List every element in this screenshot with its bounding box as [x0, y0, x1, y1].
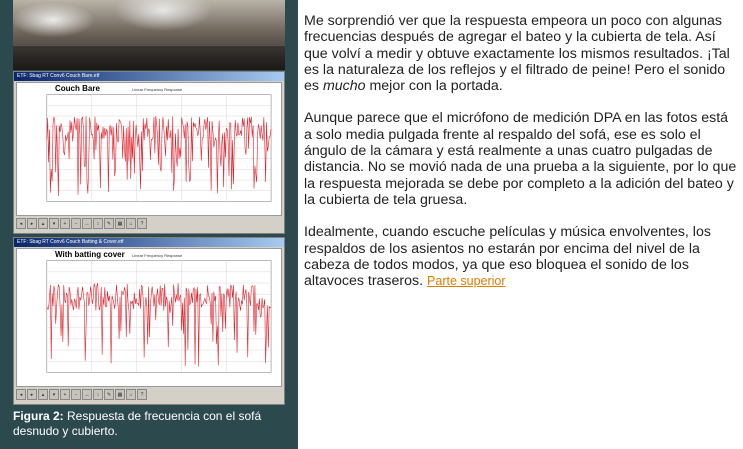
toolbar-button-icon[interactable]: ✎ [104, 218, 114, 229]
toolbar-button-icon[interactable]: ▦ [115, 218, 125, 229]
toolbar-button-icon[interactable]: ◂ [16, 218, 26, 229]
toolbar-button-icon[interactable]: ▴ [38, 218, 48, 229]
toolbar-button-icon[interactable]: ↔ [82, 218, 92, 229]
toolbar-button-icon[interactable]: ↕ [93, 389, 103, 400]
toolbar-button-icon[interactable]: + [60, 218, 70, 229]
figure-panel [0, 0, 298, 449]
couch-photo [13, 0, 285, 70]
response-trace [17, 249, 281, 386]
toolbar-button-icon[interactable]: ⌂ [126, 389, 136, 400]
toolbar-button-icon[interactable]: − [71, 389, 81, 400]
plot-label: Couch Bare [55, 84, 100, 93]
paragraph-2: Aunque parece que el micrófono de medición DPA en las fotos está a solo media pulgada frente al respaldo del sofá, ese es solo el ángulo de la cámara y está realmente a unas cuatro pulgadas de distancia. No se movió nada de una prueba a la siguiente, por lo que la respuesta mejorada se debe por completo a la adición del bateo y la cubierta de tela gruesa. [304, 110, 737, 208]
app-toolbar [16, 218, 282, 231]
paragraph-1: Me sorprendió ver que la respuesta empeora un poco con algunas frecuencias después de agregar el bateo y la cubierta de tela. Así que volví a medir y obtuve exactamente los mismos resultados. ¡Tal es la naturaleza de los reflejos y el filtrado de peine! Pero el sonido es mucho mejor con la portada. [304, 13, 730, 95]
toolbar-button-icon[interactable]: ? [137, 389, 147, 400]
toolbar-button-icon[interactable]: ▴ [38, 389, 48, 400]
frequency-response-window-covered [13, 237, 285, 405]
toolbar-button-icon[interactable]: ? [137, 218, 147, 229]
toolbar-button-icon[interactable]: ◂ [16, 389, 26, 400]
toolbar-button-icon[interactable]: ▦ [115, 389, 125, 400]
article-body [304, 13, 738, 305]
plot-label: With batting cover [55, 250, 125, 259]
response-trace [17, 83, 281, 215]
frequency-plot [16, 82, 282, 216]
window-title: ETF: Sbag RT Conv6 Couch Batting & Cover.etf [14, 238, 284, 247]
toolbar-button-icon[interactable]: ⌂ [126, 218, 136, 229]
frequency-plot [16, 248, 282, 387]
window-title: ETF: Sbag RT Conv6 Couch Bare.etf [14, 72, 284, 81]
caption-label: Figura 2: [13, 409, 64, 423]
toolbar-button-icon[interactable]: + [60, 389, 70, 400]
toolbar-button-icon[interactable]: ✎ [104, 389, 114, 400]
plot-subtitle: Linear Frequency Response [132, 87, 183, 92]
toolbar-button-icon[interactable]: − [71, 218, 81, 229]
paragraph-3: Idealmente, cuando escuche películas y música envolventes, los respaldos de los asientos no estarán por encima del nivel de la cabeza de todos modos, ya que eso bloquea el sonido de los altavoces traseros. Parte superior [304, 224, 711, 290]
toolbar-button-icon[interactable]: ▾ [49, 389, 59, 400]
toolbar-button-icon[interactable]: ▸ [27, 218, 37, 229]
toolbar-button-icon[interactable]: ↕ [93, 218, 103, 229]
back-to-top-link[interactable]: Parte superior [427, 274, 506, 289]
plot-subtitle: Linear Frequency Response [132, 253, 183, 258]
emphasis: mucho [322, 78, 366, 95]
toolbar-button-icon[interactable]: ▸ [27, 389, 37, 400]
frequency-response-window-bare [13, 71, 285, 234]
figure-caption [13, 409, 289, 439]
toolbar-button-icon[interactable]: ▾ [49, 218, 59, 229]
app-toolbar [16, 389, 282, 402]
caption-text: Respuesta de frecuencia con el sofá desnudo y cubierto. [13, 409, 262, 438]
toolbar-button-icon[interactable]: ↔ [82, 389, 92, 400]
